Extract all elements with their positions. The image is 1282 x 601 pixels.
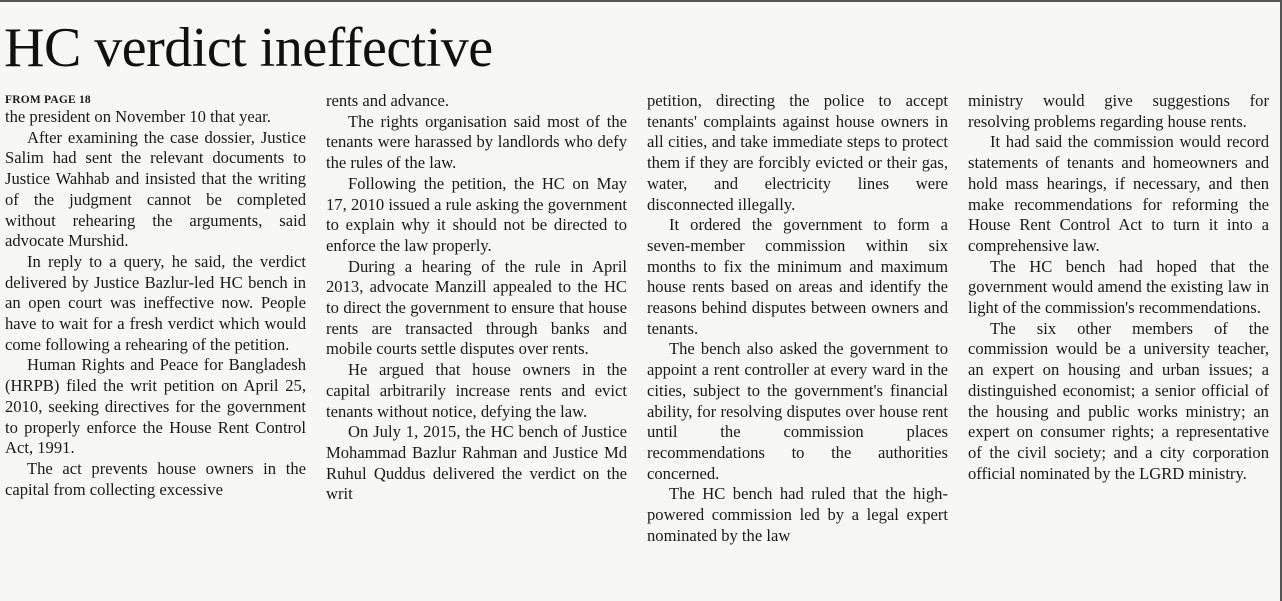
paragraph: Following the petition, the HC on May 17, 2010 issued a rule asking the government to explain why it should not be directed to enforce the law properly. [326, 173, 627, 255]
headline: HC verdict ineffective [4, 17, 493, 79]
paragraph: The HC bench had hoped that the government would amend the existing law in light of the commission's recommendations. [968, 256, 1269, 318]
paragraph: The bench also asked the government to appoint a rent controller at every ward in the cities, subject to the government's financial ability, for resolving disputes over house rent until the commission places recommendations to the authorities concerned. [647, 339, 948, 483]
column-2 [326, 91, 627, 596]
paragraph: The act prevents house owners in the capital from collecting excessive [5, 458, 306, 499]
paragraph: During a hearing of the rule in April 2013, advocate Manzill appealed to the HC to direct the government to ensure that house rents are transacted through banks and mobile courts settle disputes over rents. [326, 256, 627, 359]
paragraph: rents and advance. [326, 91, 450, 110]
paragraph: On July 1, 2015, the HC bench of Justice Mohammad Bazlur Rahman and Justice Md Ruhul Quddus delivered the verdict on the writ [326, 422, 627, 504]
paragraph: Human Rights and Peace for Bangladesh (HRPB) filed the writ petition on April 25, 2010, seeking directives for the government to properly enforce the House Rent Control Act, 1991. [5, 355, 306, 458]
paragraph: He argued that house owners in the capital arbitrarily increase rents and evict tenants without notice, defying the law. [326, 360, 627, 421]
column-1 [5, 91, 306, 596]
paragraph: After examining the case dossier, Justice Salim had sent the relevant documents to Justice Wahhab and insisted that the writing of the judgment cannot be completed without rehearing the arguments, said advocate Murshid. [5, 127, 306, 251]
paragraph: petition, directing the police to accept tenants' complaints against house owners in all cities, and take immediate steps to protect them if they are forcibly evicted or their gas, water, and electricity lines were disconnected illegally. [647, 91, 948, 214]
paragraph: The six other members of the commission would be a university teacher, an expert on housing and urban issues; a distinguished economist; a senior official of the housing and public works ministry; an expert on consumer rights; a representative of the civil society; and a city corporation official nominated by the LGRD ministry. [968, 318, 1269, 483]
paragraph: It had said the commission would record statements of tenants and homeowners and hold mass hearings, if necessary, and then make recommendations for reforming the House Rent Control Act to turn it into a comprehensive law. [968, 132, 1269, 255]
paragraph: ministry would give suggestions for resolving problems regarding house rents. [968, 91, 1269, 131]
paragraph: The HC bench had ruled that the high-powered commission led by a legal expert nominated by the law [647, 484, 948, 545]
column-3 [647, 91, 948, 596]
top-rule [0, 0, 1282, 2]
paragraph: In reply to a query, he said, the verdict delivered by Justice Bazlur-led HC bench in an open court was ineffective now. People have to wait for a fresh verdict which would come following a rehearing of the petition. [5, 251, 306, 354]
jump-label: FROM PAGE 18 [5, 94, 91, 106]
column-4 [968, 91, 1269, 596]
paragraph: It ordered the government to form a seven-member commission within six months to fix the minimum and maximum house rents based on areas and identify the reasons behind disputes between owners and tenants. [647, 215, 948, 338]
paragraph: the president on November 10 that year. [5, 107, 271, 126]
paragraph: The rights organisation said most of the tenants were harassed by landlords who defy the rules of the law. [326, 111, 627, 173]
